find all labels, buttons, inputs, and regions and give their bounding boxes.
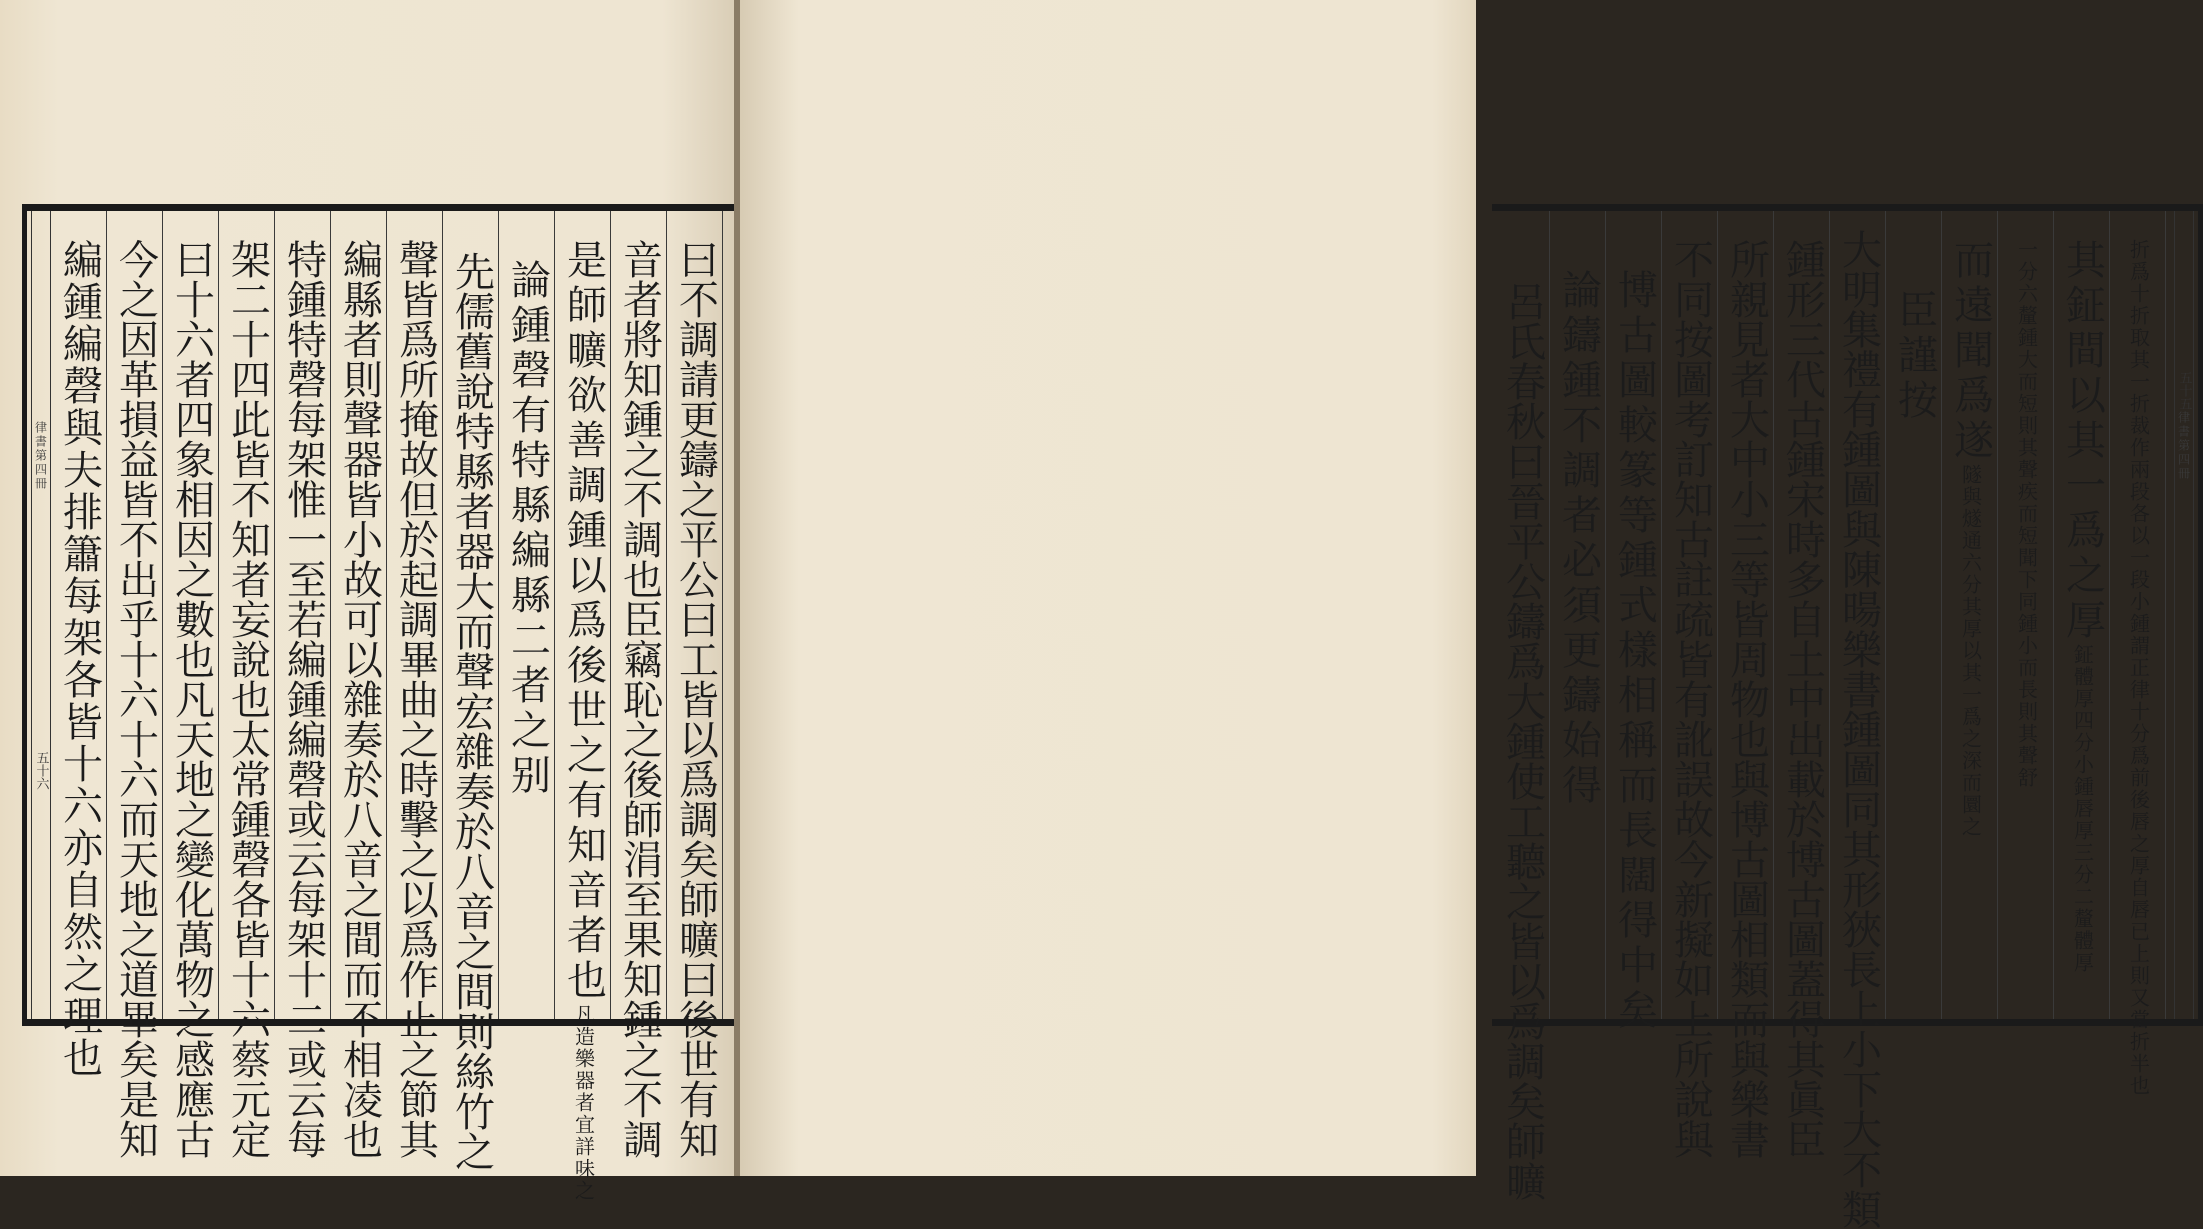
column-text [2059,239,2106,974]
column-text [1667,239,1714,1159]
column-text [392,239,439,1159]
column-text [560,239,607,1202]
main-text: 編縣者則聲器皆小故可以雜奏於八音之間而不相凌也 [336,239,383,1159]
text-column [669,211,723,1159]
text-column [1888,211,1942,1019]
text-column [2000,211,2054,1019]
right-center-strip [2174,211,2194,1019]
column-text [1555,269,1602,809]
main-text: 鍾形三代古鍾宋時多自土中出載於博古圖蓋得其眞臣 [1779,239,1826,1159]
column-text [56,239,103,1079]
text-column [2112,211,2166,1097]
text-column [1664,211,1718,1159]
text-column [445,211,499,1171]
column-text [1947,239,1994,838]
main-text: 今之因革損益皆不出乎十六十六而天地之道畢矣是知 [112,239,159,1159]
text-column [501,211,555,1019]
text-column [1608,211,1662,1034]
text-column [53,211,107,1079]
column-text [1723,239,1770,1159]
column-text [672,239,719,1159]
text-column [2056,211,2110,1019]
column-text [1891,289,1938,424]
column-text [1499,281,1546,1201]
main-text: 音者將知鍾之不調也臣竊恥之後師涓至果知鍾之不調 [616,239,663,1159]
main-text: 曰十六者四象相因之數也凡天地之變化萬物之感應古 [168,239,215,1159]
text-column [613,211,667,1159]
text-column [109,211,163,1159]
main-text: 所親見者大中小三等皆周物也與博古圖相類而與樂書 [1723,239,1770,1159]
main-text: 呂氏春秋曰晉平公鑄爲大鍾使工聽之皆以爲調矣師曠 [1499,281,1546,1201]
annotation-note: 一分六釐鍾大而短則其聲疾而短聞下同鍾小而長則其聲舒 [2014,239,2039,789]
main-text: 是師曠欲善調鍾以爲後世之有知音者也 [560,239,607,1004]
main-text: 論鍾磬有特縣編縣二者之别 [504,259,551,799]
main-text: 其鉦間以其一爲之厚 [2059,239,2106,644]
column-text [2119,239,2159,1097]
main-text: 不同按圖考訂知古註疏皆有訛誤故今新擬如上所說與 [1667,239,1714,1159]
text-column [1944,211,1998,1019]
right-text-frame [1492,204,2203,1229]
annotation-note: 隧與燧通六分其厚以其一爲之深而圜之 [1958,464,1983,838]
right-folio-number: 五十五 [2176,371,2192,410]
left-banxin-title: 律書第四冊 [33,421,48,491]
main-text: 編鍾編磬與夫排簫每架各皆十六亦自然之理也 [56,239,103,1079]
column-text [280,239,327,1159]
text-column [1776,211,1830,1159]
text-column [389,211,443,1159]
text-column [1552,211,1606,1019]
main-text: 博古圖較篆等鍾式樣相稱而長闊得中矣 [1611,269,1658,1034]
text-column [221,211,275,1159]
column-text [1835,229,1882,1229]
text-column [557,211,611,1202]
column-text [224,239,271,1159]
main-text: 架二十四此皆不知者妄說也太常鍾磬各皆十六蔡元定 [224,239,271,1159]
main-text: 曰不調請更鑄之平公曰工皆以爲調矣師曠曰後世有知 [672,239,719,1159]
text-column [1832,211,1886,1229]
text-column [165,211,219,1159]
main-text: 臣謹按 [1891,289,1938,424]
column-text [448,251,495,1171]
annotation-note: 鉦體厚四分小鍾唇厚三分二釐體厚 [2070,644,2095,974]
annotation-note: 折爲十折取其一折裁作兩段各以一段小鍾謂正律十分爲前後唇之厚自唇已上則又當折半也 [2126,239,2151,1097]
right-page [740,0,2192,1229]
column-text [504,259,551,799]
text-column [1496,211,1550,1201]
column-text [2007,239,2047,789]
annotation-note: 凡造樂器者宜詳味之 [571,1004,596,1202]
text-column [1720,211,1774,1159]
column-text [168,239,215,1159]
right-banxin-title: 律書第四冊 [2176,411,2191,481]
column-text [112,239,159,1159]
main-text: 先儒舊說特縣者器大而聲宏雜奏於八音之間則絲竹之 [448,251,495,1171]
left-page [0,0,736,1202]
text-column [333,211,387,1159]
left-center-strip [31,211,51,1019]
main-text: 聲皆爲所掩故但於起調畢曲之時擊之以爲作止之節其 [392,239,439,1159]
main-text: 大明集禮有鍾圖與陳暘樂書鍾圖同其形狹長上小下大不類 [1835,229,1882,1229]
main-text: 特鍾特磬每架惟一至若編鍾編磬或云每架十二或云每 [280,239,327,1159]
column-text [616,239,663,1159]
column-text [1779,239,1826,1159]
column-text [336,239,383,1159]
column-text [1611,269,1658,1034]
main-text: 論鑄鍾不調者必須更鑄始得 [1555,269,1602,809]
left-folio-number: 五十六 [33,751,49,790]
left-text-frame [22,204,735,1202]
main-text: 而遠聞爲遂 [1947,239,1994,464]
text-column [277,211,331,1159]
